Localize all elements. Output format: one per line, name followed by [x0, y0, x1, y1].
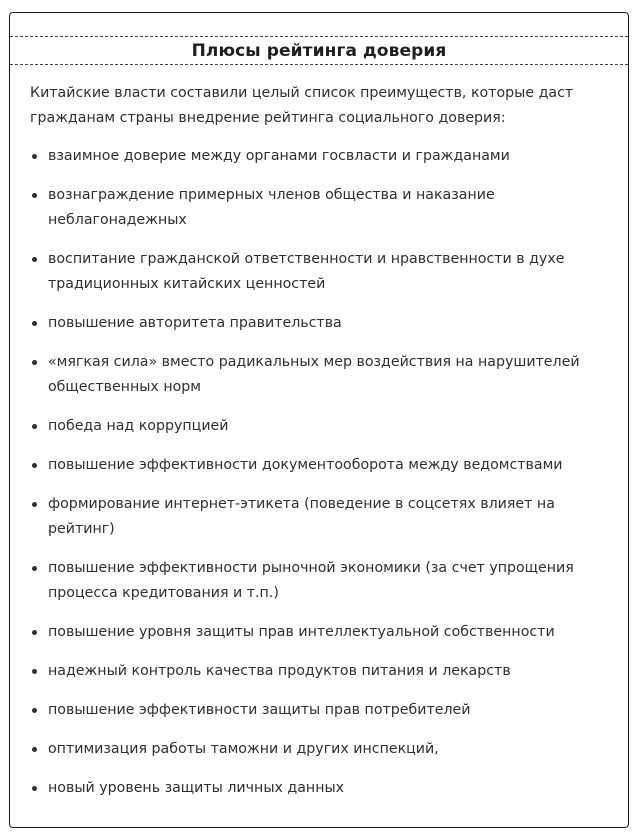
- intro-paragraph: Китайские власти составили целый список преимуществ, которые даст гражданам страны внедрение рейтинга социального доверия:: [30, 85, 574, 126]
- card-title: Плюсы рейтинга доверия: [191, 40, 447, 61]
- bullet-icon: [32, 747, 37, 752]
- benefit-text: надежный контроль качества продуктов питания и лекарств: [48, 663, 511, 679]
- bullet-icon: [32, 786, 37, 791]
- bullet-icon: [32, 257, 37, 262]
- benefit-text: повышение эффективности документооборота между ведомствами: [48, 457, 563, 473]
- list-item: [30, 659, 612, 684]
- list-item: [30, 556, 612, 606]
- benefit-text: победа над коррупцией: [48, 418, 229, 434]
- bullet-icon: [32, 321, 37, 326]
- bullet-icon: [32, 566, 37, 571]
- bullet-icon: [32, 424, 37, 429]
- list-item: [30, 492, 612, 542]
- benefit-text: повышение эффективности защиты прав потребителей: [48, 702, 471, 718]
- title-bar: [10, 36, 628, 65]
- benefit-text: новый уровень защиты личных данных: [48, 780, 345, 796]
- benefit-text: повышение эффективности рыночной экономики (за счет упрощения процесса кредитования и т.п.): [48, 560, 574, 601]
- bullet-icon: [32, 669, 37, 674]
- benefit-text: формирование интернет-этикета (поведение в соцсетях влияет на рейтинг): [48, 496, 555, 537]
- benefit-text: вознаграждение примерных членов общества и наказание неблагонадежных: [48, 187, 495, 228]
- benefit-text: «мягкая сила» вместо радикальных мер воздействия на нарушителей общественных норм: [48, 354, 580, 395]
- benefit-text: оптимизация работы таможни и других инспекций,: [48, 741, 439, 757]
- bullet-icon: [32, 360, 37, 365]
- list-item: [30, 620, 612, 645]
- benefit-text: взаимное доверие между органами госвласти и гражданами: [48, 148, 510, 164]
- list-item: [30, 414, 612, 439]
- list-item: [30, 311, 612, 336]
- benefits-card: [9, 12, 629, 828]
- bullet-icon: [32, 502, 37, 507]
- benefit-text: повышение авторитета правительства: [48, 315, 342, 331]
- benefit-text: повышение уровня защиты прав интеллектуальной собственности: [48, 624, 555, 640]
- list-item: [30, 144, 612, 169]
- list-item: [30, 183, 612, 233]
- list-item: [30, 247, 612, 297]
- list-item: [30, 698, 612, 723]
- bullet-icon: [32, 193, 37, 198]
- bullet-icon: [32, 708, 37, 713]
- list-item: [30, 453, 612, 478]
- benefits-list: [30, 144, 612, 815]
- list-item: [30, 737, 612, 762]
- bullet-icon: [32, 463, 37, 468]
- bullet-icon: [32, 630, 37, 635]
- benefit-text: воспитание гражданской ответственности и нравственности в духе традиционных китайских ценностей: [48, 251, 565, 292]
- bullet-icon: [32, 154, 37, 159]
- list-item: [30, 776, 612, 801]
- list-item: [30, 350, 612, 400]
